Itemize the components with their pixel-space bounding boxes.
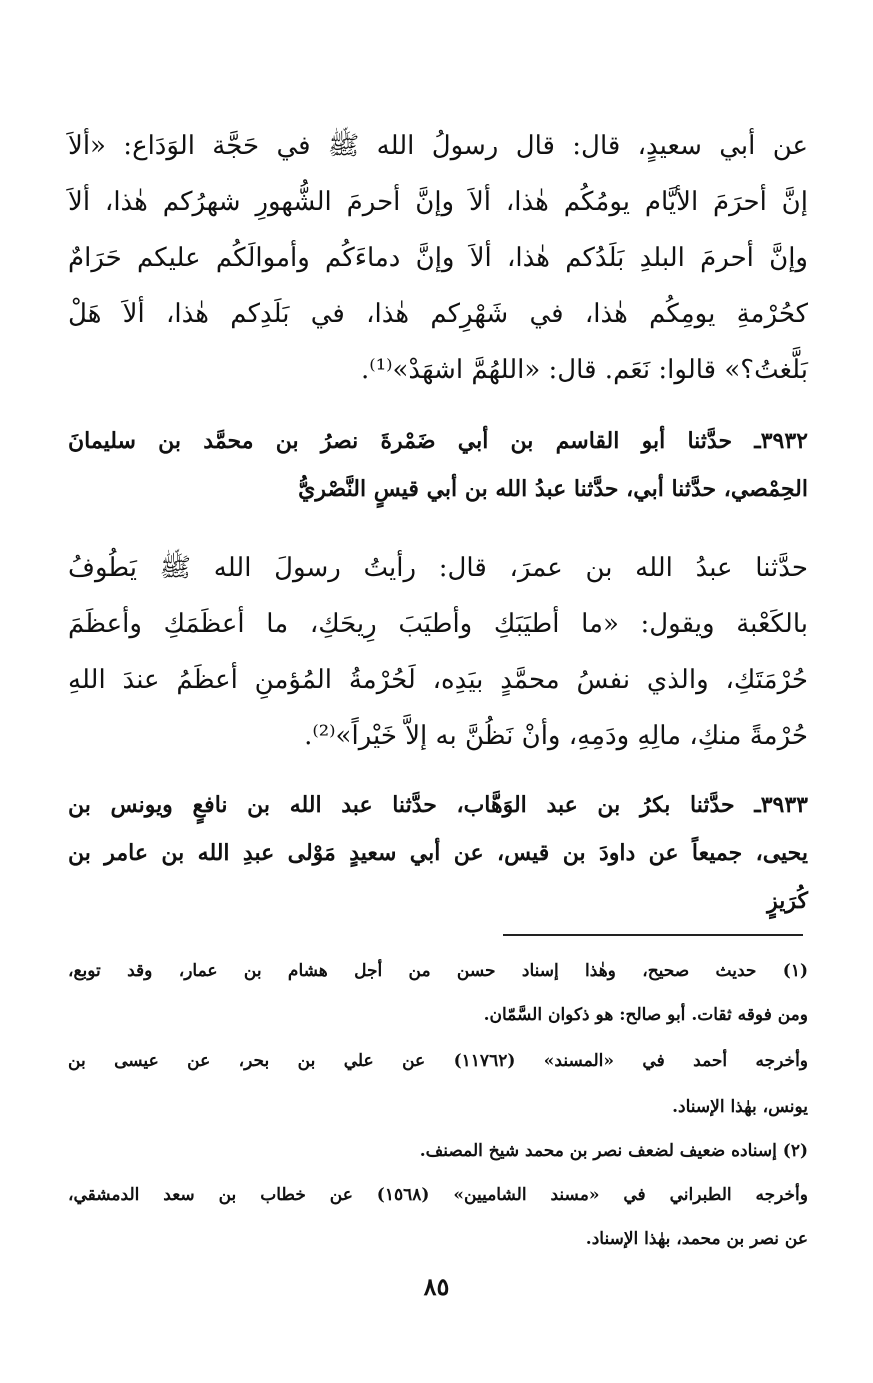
footnote-1-line-4: يونس، بهٰذا الإسناد.: [672, 1097, 808, 1117]
hadith-3931-line-4: كحُرْمةِ يومِكُم هٰذا، في شَهْرِكم هٰذا، في بَلَدِكم هٰذا، ألاَ هَلْ: [68, 299, 808, 329]
footnote-1-line-1: (١) حديث صحيح، وهٰذا إسناد حسن من أجل هشام بن عمار، وقد توبع،: [68, 961, 808, 981]
footnote-2-line-1: (٢) إسناده ضعيف لضعف نصر بن محمد شيخ المصنف.: [419, 1141, 808, 1161]
hadith-3931-line-1: عن أبي سعيدٍ، قال: قال رسولُ الله ﷺ في حَجَّة الوَدَاع: «ألاَ: [68, 131, 808, 161]
footnote-2-line-3: عن نصر بن محمد، بهٰذا الإسناد.: [585, 1229, 808, 1249]
footnote-separator: [503, 934, 803, 936]
hadith-3931-line-2: إنَّ أحرَمَ الأيَّام يومُكُم هٰذا، ألاَ وإنَّ أحرمَ الشُّهورِ شهرُكم هٰذا، ألاَ: [68, 187, 808, 217]
hadith-3932-line-2: بالكَعْبة ويقول: «ما أطيَبَكِ وأطيَبَ رِيحَكِ، ما أعظَمَكِ وأعظَمَ: [68, 609, 808, 639]
hadith-3933-isnad-line-2: يحيى، جميعاً عن داودَ بن قيس، عن أبي سعيدٍ مَوْلى عبدِ الله بن عامر بن: [68, 840, 808, 866]
page-number: ٨٥: [423, 1272, 450, 1301]
hadith-3933-isnad-line-1: ٣٩٣٣ـ حدَّثنا بكرُ بن عبد الوَهَّاب، حدَّثنا عبد الله بن نافعٍ ويونس بن: [68, 792, 808, 818]
hadith-3932-line-4: حُرْمةً منكِ، مالِهِ ودَمِهِ، وأنْ نَظُنَّ به إلاَّ خَيْراً»⁽²⁾.: [304, 721, 808, 751]
hadith-3933-isnad-line-3: كُرَيزٍ: [767, 888, 808, 914]
hadith-3931-line-5: بَلَّغتُ؟» قالوا: نَعَم. قال: «اللهُمَّ اشهَدْ»⁽¹⁾.: [361, 355, 808, 385]
footnote-2-line-2: وأخرجه الطبراني في «مسند الشاميين» (١٥٦٨) عن خطاب بن سعد الدمشقي،: [68, 1185, 808, 1205]
hadith-3932-line-1: حدَّثنا عبدُ الله بن عمرَ، قال: رأيتُ رسولَ الله ﷺ يَطُوفُ: [68, 553, 808, 583]
hadith-3932-isnad-line-1: ٣٩٣٢ـ حدَّثنا أبو القاسم بن أبي ضَمْرةَ نصرُ بن محمَّد بن سليمانَ: [68, 428, 808, 454]
footnote-1-line-3: وأخرجه أحمد في «المسند» (١١٧٦٢) عن علي بن بحر، عن عيسى بن: [68, 1051, 809, 1071]
footnote-1-line-2: ومن فوقه ثقات. أبو صالح: هو ذكوان السَّمّان.: [483, 1005, 808, 1025]
hadith-3932-line-3: حُرْمَتَكِ، والذي نفسُ محمَّدٍ بيَدِه، لَحُرْمةُ المُؤمنِ أعظَمُ عندَ اللهِ: [68, 665, 808, 695]
hadith-3931-line-3: وإنَّ أحرمَ البلدِ بَلَدُكم هٰذا، ألاَ وإنَّ دماءَكُم وأموالَكُم عليكم حَرَامٌ: [68, 243, 808, 273]
hadith-3932-isnad-line-2: الحِمْصي، حدَّثنا أبي، حدَّثنا عبدُ الله بن أبي قيسٍ النَّصْريُّ: [298, 476, 808, 502]
